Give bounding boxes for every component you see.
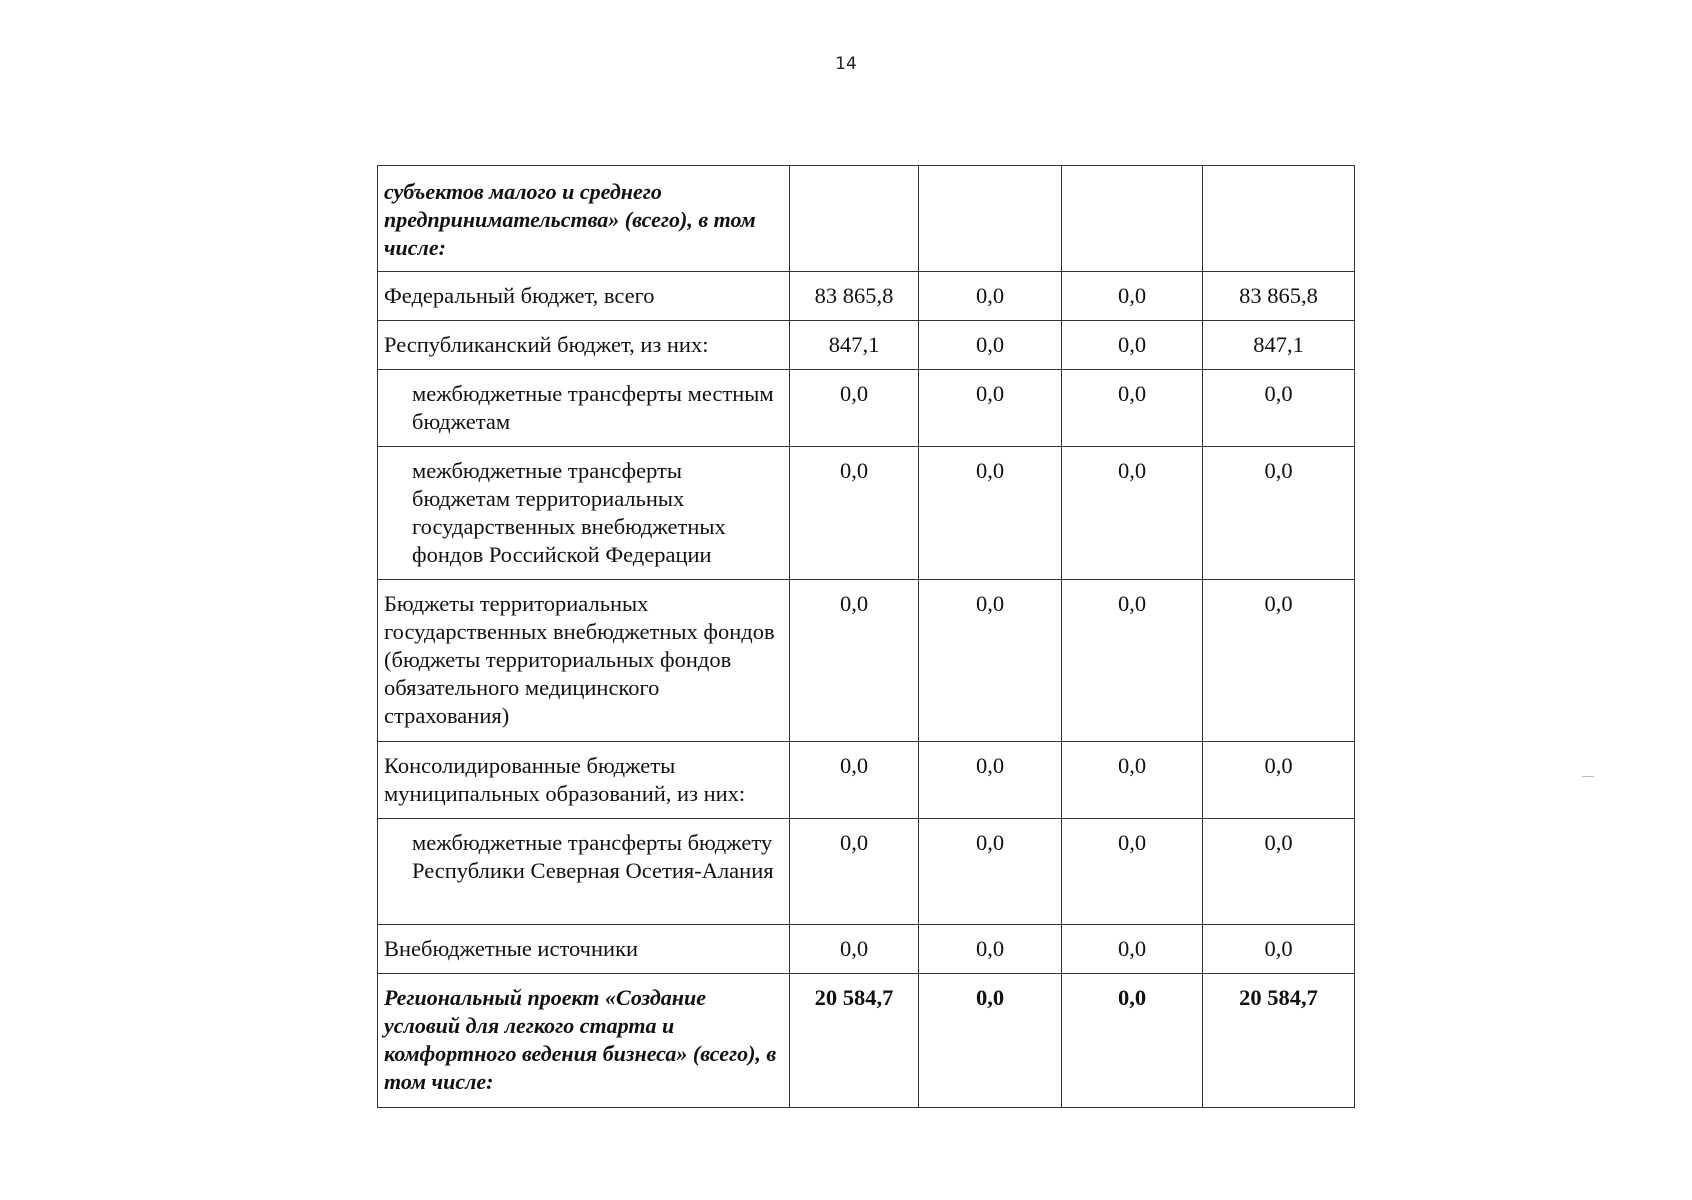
value-cell: 0,0 xyxy=(1062,819,1203,925)
value-cell: 0,0 xyxy=(790,580,919,742)
table-row xyxy=(378,272,1355,321)
value-cell: 20 584,7 xyxy=(790,974,919,1108)
value-cell: 0,0 xyxy=(790,370,919,447)
value-cell: 83 865,8 xyxy=(790,272,919,321)
value-cell: 0,0 xyxy=(1062,580,1203,742)
value-cell: 0,0 xyxy=(1062,272,1203,321)
value-cell: 0,0 xyxy=(919,974,1062,1108)
value-cell: 0,0 xyxy=(1062,742,1203,819)
value-cell: 0,0 xyxy=(919,925,1062,974)
table-row xyxy=(378,447,1355,580)
value-cell: 0,0 xyxy=(1203,819,1355,925)
value-cell: 847,1 xyxy=(790,321,919,370)
value-cell: 83 865,8 xyxy=(1203,272,1355,321)
row-label: Региональный проект «Создание условий для легкого старта и комфортного ведения бизнеса» (всего), в том числе: xyxy=(378,974,790,1108)
value-cell: 20 584,7 xyxy=(1203,974,1355,1108)
value-cell: 847,1 xyxy=(1203,321,1355,370)
budget-table xyxy=(377,165,1355,1108)
row-label: Республиканский бюджет, из них: xyxy=(378,321,790,370)
row-label: Внебюджетные источники xyxy=(378,925,790,974)
value-cell: 0,0 xyxy=(790,819,919,925)
value-cell: 0,0 xyxy=(1203,370,1355,447)
value-cell: 0,0 xyxy=(919,742,1062,819)
value-cell: 0,0 xyxy=(790,447,919,580)
row-label: Бюджеты территориальных государственных внебюджетных фондов (бюджеты территориальных фондов обязательного медицинского страхования) xyxy=(378,580,790,742)
row-label: Федеральный бюджет, всего xyxy=(378,272,790,321)
row-label: межбюджетные трансферты бюджету Республики Северная Осетия-Алания xyxy=(378,819,790,925)
value-cell: 0,0 xyxy=(919,447,1062,580)
value-cell: 0,0 xyxy=(1062,974,1203,1108)
scan-speck xyxy=(1582,776,1594,777)
value-cell: 0,0 xyxy=(790,925,919,974)
row-label: Консолидированные бюджеты муниципальных образований, из них: xyxy=(378,742,790,819)
table-row xyxy=(378,925,1355,974)
value-cell: 0,0 xyxy=(1203,925,1355,974)
row-label: межбюджетные трансферты бюджетам территориальных государственных внебюджетных фондов Российской Федерации xyxy=(378,447,790,580)
table-row xyxy=(378,742,1355,819)
value-cell: 0,0 xyxy=(919,272,1062,321)
value-cell: 0,0 xyxy=(1203,742,1355,819)
value-cell xyxy=(919,166,1062,272)
value-cell: 0,0 xyxy=(1062,447,1203,580)
table-row xyxy=(378,819,1355,925)
value-cell: 0,0 xyxy=(919,370,1062,447)
value-cell: 0,0 xyxy=(1203,447,1355,580)
value-cell: 0,0 xyxy=(919,321,1062,370)
table-row xyxy=(378,370,1355,447)
value-cell xyxy=(1203,166,1355,272)
value-cell: 0,0 xyxy=(919,580,1062,742)
row-label: межбюджетные трансферты местным бюджетам xyxy=(378,370,790,447)
value-cell xyxy=(790,166,919,272)
value-cell: 0,0 xyxy=(919,819,1062,925)
table-row-header-continuation xyxy=(378,166,1355,272)
page-number: 14 xyxy=(835,54,857,74)
value-cell xyxy=(1062,166,1203,272)
table-row xyxy=(378,580,1355,742)
value-cell: 0,0 xyxy=(1062,370,1203,447)
value-cell: 0,0 xyxy=(790,742,919,819)
table-row-project-total xyxy=(378,974,1355,1108)
value-cell: 0,0 xyxy=(1062,321,1203,370)
row-label: субъектов малого и среднего предпринимательства» (всего), в том числе: xyxy=(378,166,790,272)
value-cell: 0,0 xyxy=(1062,925,1203,974)
table-row xyxy=(378,321,1355,370)
value-cell: 0,0 xyxy=(1203,580,1355,742)
